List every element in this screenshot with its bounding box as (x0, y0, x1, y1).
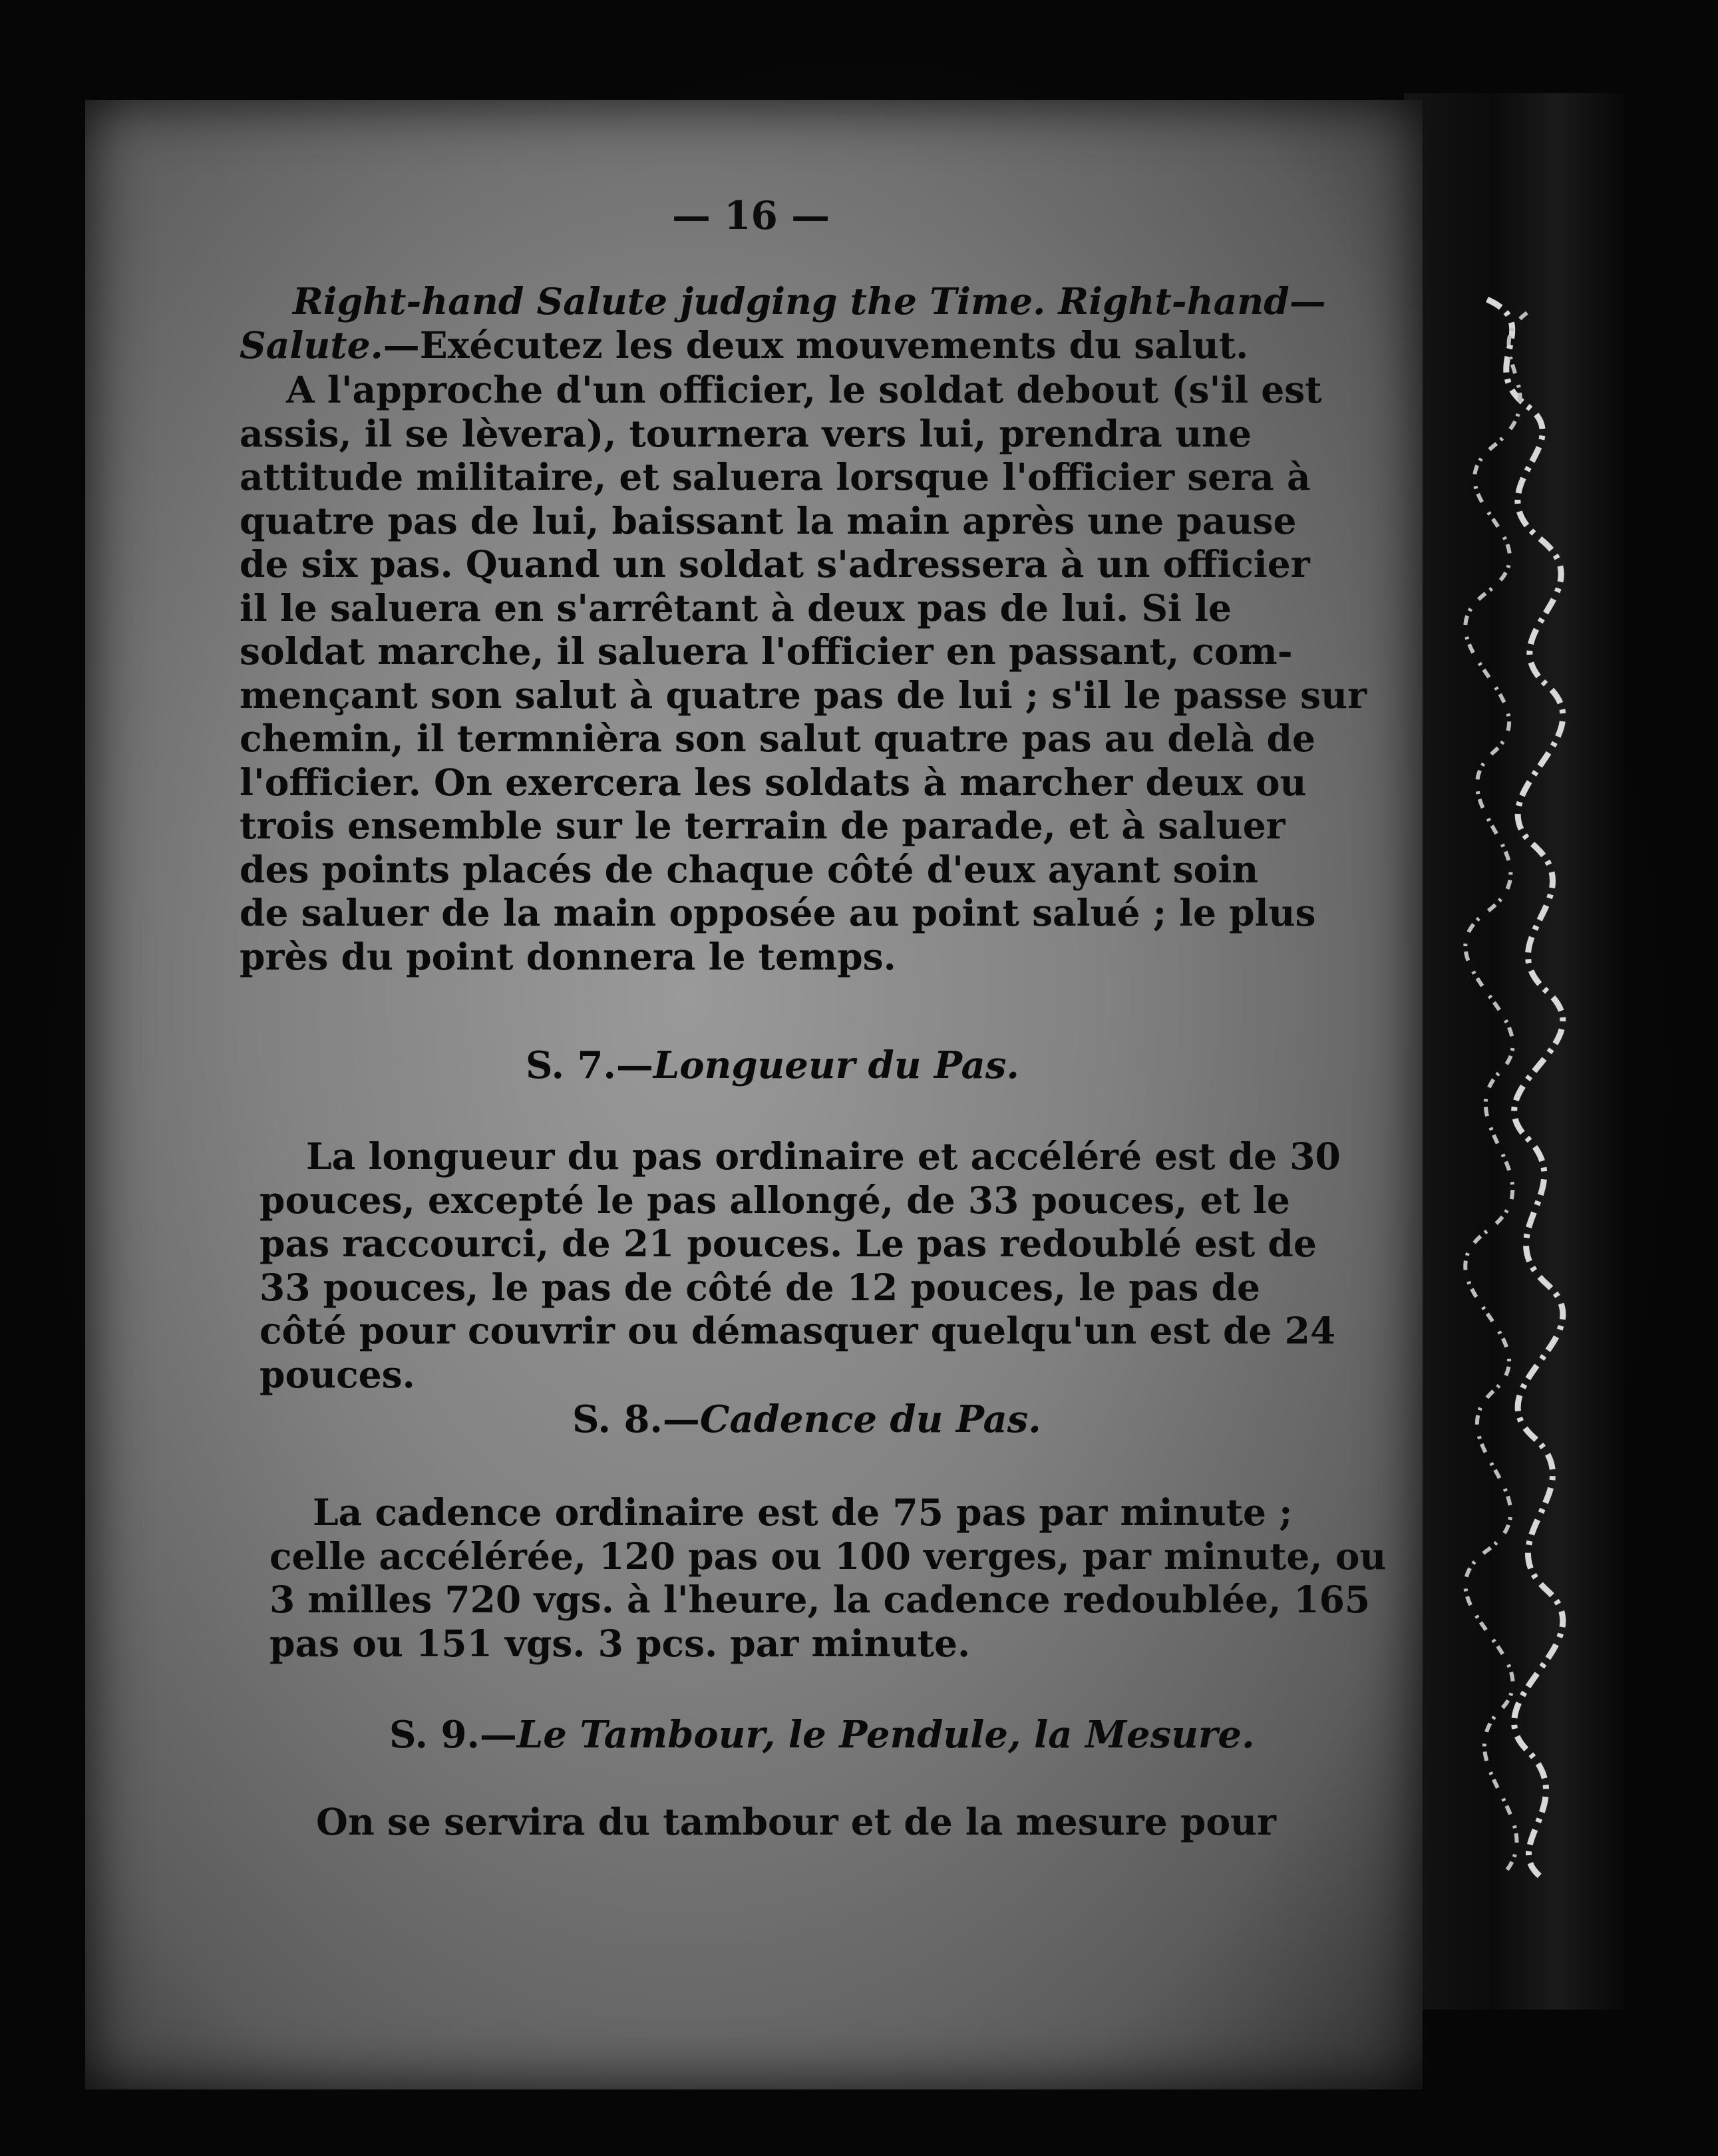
paragraph-line: près du point donnera le temps. (240, 934, 896, 978)
section-7-title: Longueur du Pas. (653, 1043, 1019, 1087)
paragraph-line: 3 milles 720 vgs. à l'heure, la cadence redoublée, 165 (269, 1578, 1371, 1621)
paragraph-line: trois ensemble sur le terrain de parade, et à saluer (240, 804, 1286, 847)
paragraph-salute (240, 368, 1367, 978)
section-7-heading (526, 1043, 1019, 1087)
paragraph-line: côté pour couvrir ou démasquer quelqu'un est de 24 (259, 1309, 1336, 1352)
section-8-title: Cadence du Pas. (699, 1397, 1041, 1441)
paragraph-line: chemin, il termnièra son salut quatre pas au delà de (240, 717, 1315, 760)
paragraph-line: On se servira du tambour et de la mesure pour (316, 1800, 1276, 1843)
paragraph-line: il le saluera en s'arrêtant à deux pas de lui. Si le (240, 586, 1232, 629)
paragraph-line: pas ou 151 vgs. 3 pcs. par minute. (269, 1621, 971, 1665)
paragraph-line: 33 pouces, le pas de côté de 12 pouces, le pas de (259, 1265, 1260, 1309)
section-9-number: S. 9.— (389, 1713, 517, 1757)
intro-line-1 (240, 279, 1326, 323)
paragraph-line: pouces. (259, 1352, 415, 1396)
section-9-heading (389, 1713, 1255, 1757)
paragraph-line: mençant son salut à quatre pas de lui ; s'il le passe sur (240, 673, 1367, 717)
section-7-number: S. 7.— (526, 1043, 653, 1087)
paragraph-drum (316, 1800, 1354, 1844)
section-8-number: S. 8.— (572, 1397, 700, 1441)
binding-thread-decoration (1447, 286, 1587, 1883)
intro-line-2-italic: Salute. (240, 323, 383, 367)
paragraph-line: quatre pas de lui, baissant la main après une pause (240, 498, 1297, 542)
paragraph-cadence (269, 1491, 1387, 1665)
paragraph-line: pouces, excepté le pas allongé, de 33 pouces, et le (259, 1178, 1290, 1222)
section-8-heading (572, 1397, 1041, 1441)
paragraph-line: soldat marche, il saluera l'officier en passant, com- (240, 629, 1293, 673)
page-number: — 16 — (672, 193, 830, 238)
paragraph-line: l'officier. On exercera les soldats à marcher deux ou (240, 760, 1307, 804)
paragraph-line: La longueur du pas ordinaire et accéléré est de 30 (306, 1135, 1341, 1178)
paragraph-line: pas raccourci, de 21 pouces. Le pas redoublé est de (259, 1222, 1317, 1265)
intro-line-2-rest: —Exécutez les deux mouvements du salut. (383, 323, 1249, 367)
paragraph-line: A l'approche d'un officier, le soldat debout (s'il est (286, 368, 1322, 411)
section-9-title: Le Tambour, le Pendule, la Mesure. (516, 1713, 1255, 1757)
paragraph-line: La cadence ordinaire est de 75 pas par minute ; (313, 1491, 1293, 1534)
paragraph-line: de six pas. Quand un soldat s'adressera à un officier (240, 542, 1310, 586)
paragraph-line: attitude militaire, et saluera lorsque l'officier sera à (240, 455, 1311, 498)
paragraph-line: assis, il se lèvera), tournera vers lui, prendra une (240, 411, 1252, 455)
paragraph-line: de saluer de la main opposée au point salué ; le plus (240, 891, 1316, 934)
intro-line-2 (240, 323, 1317, 367)
intro-line-1-italic: Right-hand Salute judging the Time. Right-hand— (293, 279, 1326, 323)
paragraph-length-of-step (259, 1135, 1341, 1396)
paragraph-line: des points placés de chaque côté d'eux ayant soin (240, 847, 1259, 891)
intro-paragraph (240, 279, 1326, 367)
paragraph-line: celle accélérée, 120 pas ou 100 verges, par minute, ou (269, 1534, 1387, 1578)
